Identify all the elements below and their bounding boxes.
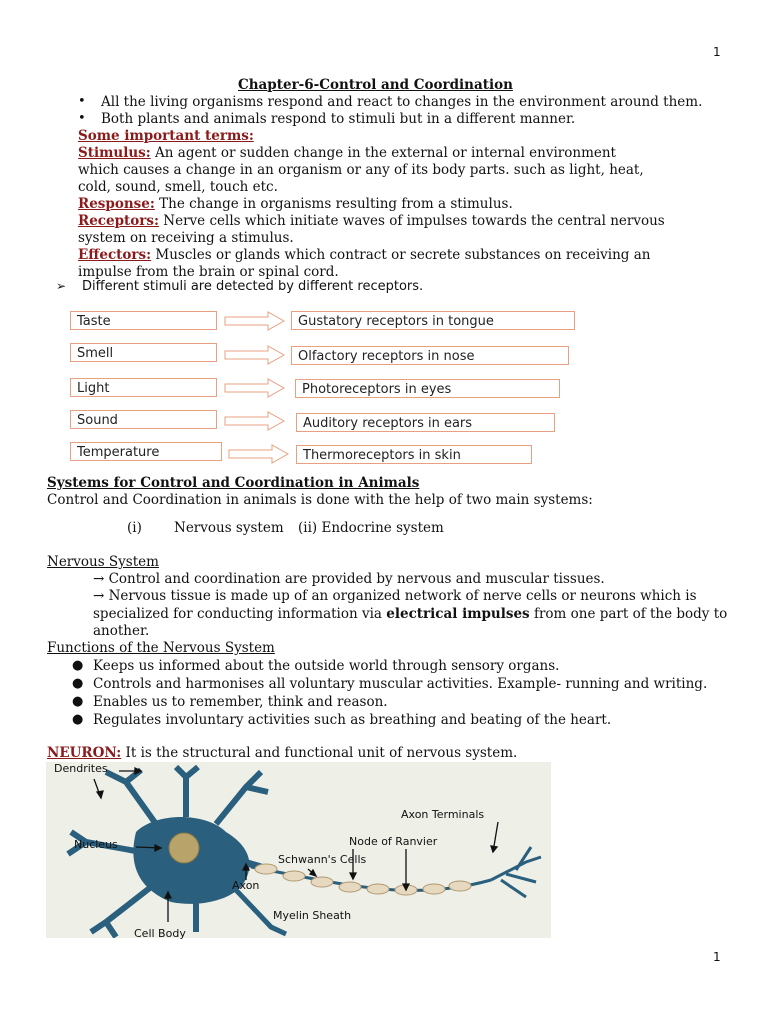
receptors-term: Receptors: (78, 213, 159, 229)
stimulus-line1: An agent or sudden change in the external or internal environment (150, 145, 616, 161)
nucleus-shape (169, 833, 199, 863)
stimulus-box: Temperature (70, 442, 222, 461)
systems-heading: Systems for Control and Coordination in Animals (47, 475, 420, 491)
stimulus-term: Stimulus: (78, 145, 151, 161)
bullet-dot: ● (72, 676, 84, 691)
functions-heading: Functions of the Nervous System (47, 640, 275, 656)
stimulus-line3: cold, sound, smell, touch etc. (78, 179, 278, 195)
stimulus-box: Sound (70, 410, 217, 429)
system-ii: (ii) Endocrine system (298, 520, 444, 536)
receptors-line2: system on receiving a stimulus. (78, 230, 294, 246)
electrical-impulses: electrical impulses (386, 606, 530, 622)
label-axon: Axon (232, 879, 260, 892)
stimuli-heading: Different stimuli are detected by different receptors. (82, 279, 424, 294)
system-i-number: (i) (127, 520, 142, 536)
effectors-term: Effectors: (78, 247, 152, 263)
effectors-line1: Muscles or glands which contract or secrete substances on receiving an (151, 247, 651, 263)
page-number-bottom: 1 (713, 950, 721, 964)
page-title: Chapter-6-Control and Coordination (238, 77, 513, 93)
receptor-box: Thermoreceptors in skin (296, 445, 532, 464)
bullet-dot: ● (72, 712, 84, 727)
nervous-point-2c: another. (93, 623, 150, 639)
nervous-point-2b-pre: specialized for conducting information via (93, 606, 387, 622)
receptor-box: Photoreceptors in eyes (295, 379, 560, 398)
response-term: Response: (78, 196, 155, 212)
stimulus-definition (78, 145, 616, 162)
neuron-term: NEURON: (47, 745, 122, 761)
terms-heading: Some important terms: (78, 128, 254, 144)
nervous-point-2b (93, 606, 727, 623)
page-number-top: 1 (713, 45, 721, 59)
stimulus-box: Smell (70, 343, 217, 362)
neuron-diagram (46, 762, 551, 938)
neuron-definition (47, 745, 517, 762)
nervous-point-2b-post: from one part of the body to (529, 606, 728, 622)
stimulus-box: Light (70, 378, 217, 397)
right-arrow-icon (224, 345, 286, 365)
receptors-line1: Nerve cells which initiate waves of impulses towards the central nervous (159, 213, 665, 229)
system-i: Nervous system (174, 520, 284, 536)
right-arrow-icon (224, 378, 286, 398)
label-node-of-ranvier: Node of Ranvier (349, 835, 438, 848)
function-3: Enables us to remember, think and reason. (93, 694, 388, 710)
label-cell-body: Cell Body (134, 927, 186, 940)
right-arrow-icon (228, 444, 290, 464)
function-1: Keeps us informed about the outside world through sensory organs. (93, 658, 560, 674)
neuron-text: It is the structural and functional unit of nervous system. (121, 745, 518, 761)
receptors-definition (78, 213, 665, 230)
bullet-dot: • (78, 111, 86, 126)
nervous-heading: Nervous System (47, 554, 159, 570)
bullet-dot: • (78, 94, 86, 109)
intro-bullet-2: Both plants and animals respond to stimuli but in a different manner. (101, 111, 576, 127)
label-axon-terminals: Axon Terminals (401, 808, 485, 821)
response-text: The change in organisms resulting from a stimulus. (154, 196, 513, 212)
right-arrow-icon (224, 311, 286, 331)
effectors-line2: impulse from the brain or spinal cord. (78, 264, 339, 280)
intro-bullet-1: All the living organisms respond and react to changes in the environment around them. (101, 94, 703, 110)
stimulus-line2: which causes a change in an organism or any of its body parts. such as light, heat, (78, 162, 644, 178)
systems-text: Control and Coordination in animals is done with the help of two main systems: (47, 492, 593, 508)
label-schwann-cells: Schwann's Cells (278, 853, 367, 866)
bullet-dot: ● (72, 658, 84, 673)
receptor-box: Gustatory receptors in tongue (291, 311, 575, 330)
effectors-definition (78, 247, 650, 264)
bullet-dot: ● (72, 694, 84, 709)
label-nucleus: Nucleus (74, 838, 118, 851)
nervous-point-2a: → Nervous tissue is made up of an organized network of nerve cells or neurons which is (93, 588, 697, 604)
receptor-box: Olfactory receptors in nose (291, 346, 569, 365)
stimulus-box: Taste (70, 311, 217, 330)
arrow-bullet-icon: ➢ (56, 279, 67, 293)
function-4: Regulates involuntary activities such as breathing and beating of the heart. (93, 712, 612, 728)
response-definition (78, 196, 513, 213)
function-2: Controls and harmonises all voluntary muscular activities. Example- running and writing. (93, 676, 708, 692)
nervous-point-1: → Control and coordination are provided by nervous and muscular tissues. (93, 571, 605, 587)
receptor-box: Auditory receptors in ears (296, 413, 555, 432)
label-dendrites: Dendrites (54, 762, 108, 775)
label-myelin-sheath: Myelin Sheath (273, 909, 352, 922)
right-arrow-icon (224, 411, 286, 431)
